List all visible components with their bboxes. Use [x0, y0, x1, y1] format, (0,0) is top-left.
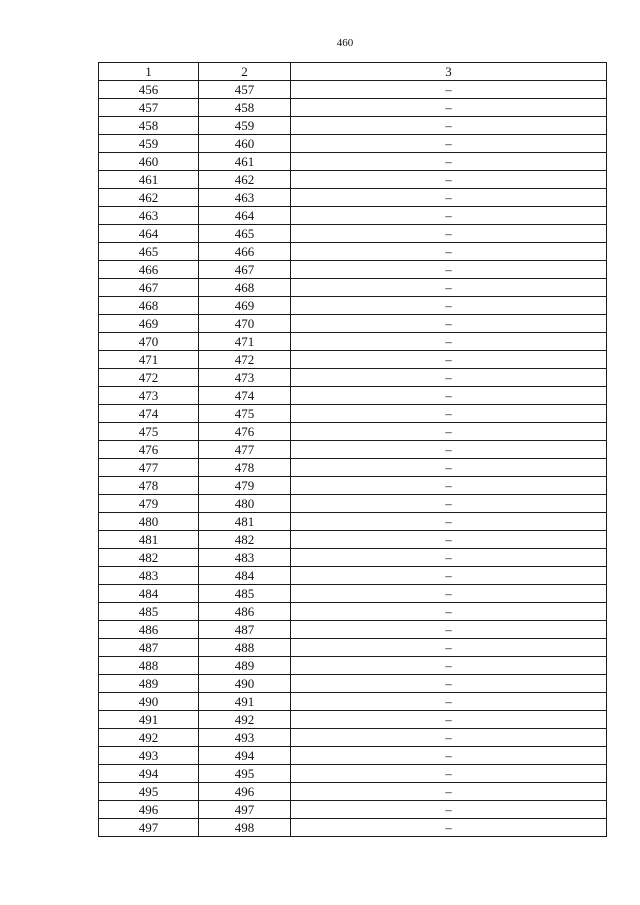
column-header-3: 3 — [291, 63, 607, 81]
table-cell-col-2: 482 — [199, 531, 291, 549]
table-row — [99, 711, 607, 729]
table-cell-col-1: 476 — [99, 441, 199, 459]
table-cell-col-3: – — [291, 459, 607, 477]
page-number: 460 — [336, 37, 354, 49]
table-cell-col-2: 478 — [199, 459, 291, 477]
table-cell-col-3: – — [291, 819, 607, 837]
table-row — [99, 459, 607, 477]
table-row — [99, 729, 607, 747]
table-row — [99, 441, 607, 459]
table-cell-col-1: 487 — [99, 639, 199, 657]
table-row — [99, 567, 607, 585]
table-row — [99, 171, 607, 189]
table-cell-col-1: 482 — [99, 549, 199, 567]
table-cell-col-1: 460 — [99, 153, 199, 171]
table-cell-col-3: – — [291, 387, 607, 405]
table-body — [99, 81, 607, 837]
table-cell-col-1: 463 — [99, 207, 199, 225]
table-cell-col-1: 480 — [99, 513, 199, 531]
table-cell-col-3: – — [291, 783, 607, 801]
table-row — [99, 621, 607, 639]
table-cell-col-1: 461 — [99, 171, 199, 189]
table-cell-col-2: 461 — [199, 153, 291, 171]
table-row — [99, 801, 607, 819]
table-cell-col-3: – — [291, 99, 607, 117]
table-cell-col-2: 457 — [199, 81, 291, 99]
table-cell-col-1: 479 — [99, 495, 199, 513]
table-cell-col-2: 485 — [199, 585, 291, 603]
table-cell-col-1: 486 — [99, 621, 199, 639]
table-cell-col-1: 464 — [99, 225, 199, 243]
table-cell-col-1: 474 — [99, 405, 199, 423]
table-cell-col-3: – — [291, 351, 607, 369]
table-cell-col-1: 466 — [99, 261, 199, 279]
table-cell-col-3: – — [291, 189, 607, 207]
header-row — [99, 63, 607, 81]
table-cell-col-1: 496 — [99, 801, 199, 819]
table-row — [99, 549, 607, 567]
column-header-2: 2 — [199, 63, 291, 81]
table-cell-col-3: – — [291, 495, 607, 513]
table-row — [99, 639, 607, 657]
table-row — [99, 117, 607, 135]
table-cell-col-1: 457 — [99, 99, 199, 117]
table-cell-col-2: 466 — [199, 243, 291, 261]
table-cell-col-3: – — [291, 747, 607, 765]
table-cell-col-3: – — [291, 531, 607, 549]
table-header — [99, 63, 607, 81]
table-cell-col-3: – — [291, 729, 607, 747]
table-row — [99, 315, 607, 333]
table-cell-col-2: 479 — [199, 477, 291, 495]
table-cell-col-1: 490 — [99, 693, 199, 711]
table-row — [99, 279, 607, 297]
table-row — [99, 297, 607, 315]
table-cell-col-1: 473 — [99, 387, 199, 405]
table-cell-col-2: 492 — [199, 711, 291, 729]
table-row — [99, 675, 607, 693]
table-cell-col-2: 471 — [199, 333, 291, 351]
table-cell-col-1: 471 — [99, 351, 199, 369]
table-cell-col-3: – — [291, 315, 607, 333]
table-row — [99, 585, 607, 603]
table-row — [99, 819, 607, 837]
table-cell-col-3: – — [291, 297, 607, 315]
table-row — [99, 189, 607, 207]
table-cell-col-3: – — [291, 423, 607, 441]
table-cell-col-1: 472 — [99, 369, 199, 387]
table-cell-col-2: 465 — [199, 225, 291, 243]
table-cell-col-1: 469 — [99, 315, 199, 333]
table-row — [99, 153, 607, 171]
table-cell-col-2: 493 — [199, 729, 291, 747]
table-cell-col-2: 468 — [199, 279, 291, 297]
table-row — [99, 423, 607, 441]
table-row — [99, 747, 607, 765]
table-cell-col-1: 492 — [99, 729, 199, 747]
table-cell-col-2: 480 — [199, 495, 291, 513]
table-cell-col-1: 495 — [99, 783, 199, 801]
table-cell-col-1: 478 — [99, 477, 199, 495]
table-cell-col-2: 470 — [199, 315, 291, 333]
table-cell-col-2: 495 — [199, 765, 291, 783]
table-cell-col-3: – — [291, 657, 607, 675]
table-row — [99, 513, 607, 531]
table-cell-col-2: 472 — [199, 351, 291, 369]
table-cell-col-2: 488 — [199, 639, 291, 657]
table-cell-col-2: 494 — [199, 747, 291, 765]
table-cell-col-3: – — [291, 441, 607, 459]
table-cell-col-3: – — [291, 693, 607, 711]
table-row — [99, 261, 607, 279]
table-cell-col-3: – — [291, 621, 607, 639]
table-row — [99, 657, 607, 675]
table-cell-col-1: 489 — [99, 675, 199, 693]
table-cell-col-2: 486 — [199, 603, 291, 621]
table-cell-col-2: 484 — [199, 567, 291, 585]
table-cell-col-3: – — [291, 567, 607, 585]
table-cell-col-1: 462 — [99, 189, 199, 207]
table-cell-col-3: – — [291, 171, 607, 189]
table-cell-col-2: 462 — [199, 171, 291, 189]
table-cell-col-3: – — [291, 405, 607, 423]
table-row — [99, 81, 607, 99]
table-cell-col-1: 488 — [99, 657, 199, 675]
table-row — [99, 495, 607, 513]
table-row — [99, 243, 607, 261]
table-cell-col-2: 473 — [199, 369, 291, 387]
table-cell-col-2: 490 — [199, 675, 291, 693]
table-cell-col-2: 469 — [199, 297, 291, 315]
table-cell-col-1: 483 — [99, 567, 199, 585]
table-cell-col-3: – — [291, 585, 607, 603]
table-cell-col-2: 475 — [199, 405, 291, 423]
table-cell-col-2: 459 — [199, 117, 291, 135]
table-cell-col-1: 470 — [99, 333, 199, 351]
table-cell-col-3: – — [291, 369, 607, 387]
table-cell-col-3: – — [291, 225, 607, 243]
table-cell-col-3: – — [291, 333, 607, 351]
table-cell-col-3: – — [291, 135, 607, 153]
table-row — [99, 765, 607, 783]
table-cell-col-2: 481 — [199, 513, 291, 531]
table-cell-col-2: 463 — [199, 189, 291, 207]
table-row — [99, 135, 607, 153]
table-cell-col-3: – — [291, 549, 607, 567]
table-row — [99, 531, 607, 549]
table-cell-col-2: 467 — [199, 261, 291, 279]
table-cell-col-3: – — [291, 477, 607, 495]
table-cell-col-2: 498 — [199, 819, 291, 837]
table-row — [99, 477, 607, 495]
table-row — [99, 405, 607, 423]
table-cell-col-1: 477 — [99, 459, 199, 477]
table-cell-col-2: 487 — [199, 621, 291, 639]
table-cell-col-3: – — [291, 765, 607, 783]
table-cell-col-2: 458 — [199, 99, 291, 117]
table-cell-col-1: 484 — [99, 585, 199, 603]
table-cell-col-3: – — [291, 801, 607, 819]
table-cell-col-1: 459 — [99, 135, 199, 153]
table-cell-col-1: 467 — [99, 279, 199, 297]
table-cell-col-2: 497 — [199, 801, 291, 819]
table-cell-col-1: 475 — [99, 423, 199, 441]
table-cell-col-3: – — [291, 639, 607, 657]
table-cell-col-1: 468 — [99, 297, 199, 315]
table-cell-col-3: – — [291, 261, 607, 279]
table-cell-col-1: 494 — [99, 765, 199, 783]
table-row — [99, 369, 607, 387]
table-cell-col-3: – — [291, 81, 607, 99]
data-table — [98, 62, 607, 837]
table-cell-col-1: 458 — [99, 117, 199, 135]
column-header-1: 1 — [99, 63, 199, 81]
table-cell-col-1: 485 — [99, 603, 199, 621]
table-row — [99, 387, 607, 405]
table-cell-col-2: 489 — [199, 657, 291, 675]
table-cell-col-3: – — [291, 153, 607, 171]
table-cell-col-1: 465 — [99, 243, 199, 261]
table-cell-col-3: – — [291, 513, 607, 531]
table-cell-col-1: 481 — [99, 531, 199, 549]
table-cell-col-2: 476 — [199, 423, 291, 441]
table-cell-col-3: – — [291, 603, 607, 621]
table-cell-col-1: 493 — [99, 747, 199, 765]
table-cell-col-2: 491 — [199, 693, 291, 711]
table-cell-col-3: – — [291, 675, 607, 693]
table-cell-col-2: 496 — [199, 783, 291, 801]
table-row — [99, 351, 607, 369]
table-cell-col-2: 474 — [199, 387, 291, 405]
table-row — [99, 333, 607, 351]
table-row — [99, 693, 607, 711]
table-cell-col-2: 477 — [199, 441, 291, 459]
table-cell-col-3: – — [291, 207, 607, 225]
table-row — [99, 783, 607, 801]
table-cell-col-3: – — [291, 279, 607, 297]
table-cell-col-3: – — [291, 243, 607, 261]
table-row — [99, 207, 607, 225]
table-row — [99, 603, 607, 621]
table-cell-col-1: 497 — [99, 819, 199, 837]
table-row — [99, 99, 607, 117]
table-cell-col-2: 464 — [199, 207, 291, 225]
table-cell-col-2: 483 — [199, 549, 291, 567]
table-cell-col-3: – — [291, 711, 607, 729]
table-row — [99, 225, 607, 243]
table-cell-col-1: 456 — [99, 81, 199, 99]
table-cell-col-3: – — [291, 117, 607, 135]
table-cell-col-2: 460 — [199, 135, 291, 153]
table-cell-col-1: 491 — [99, 711, 199, 729]
